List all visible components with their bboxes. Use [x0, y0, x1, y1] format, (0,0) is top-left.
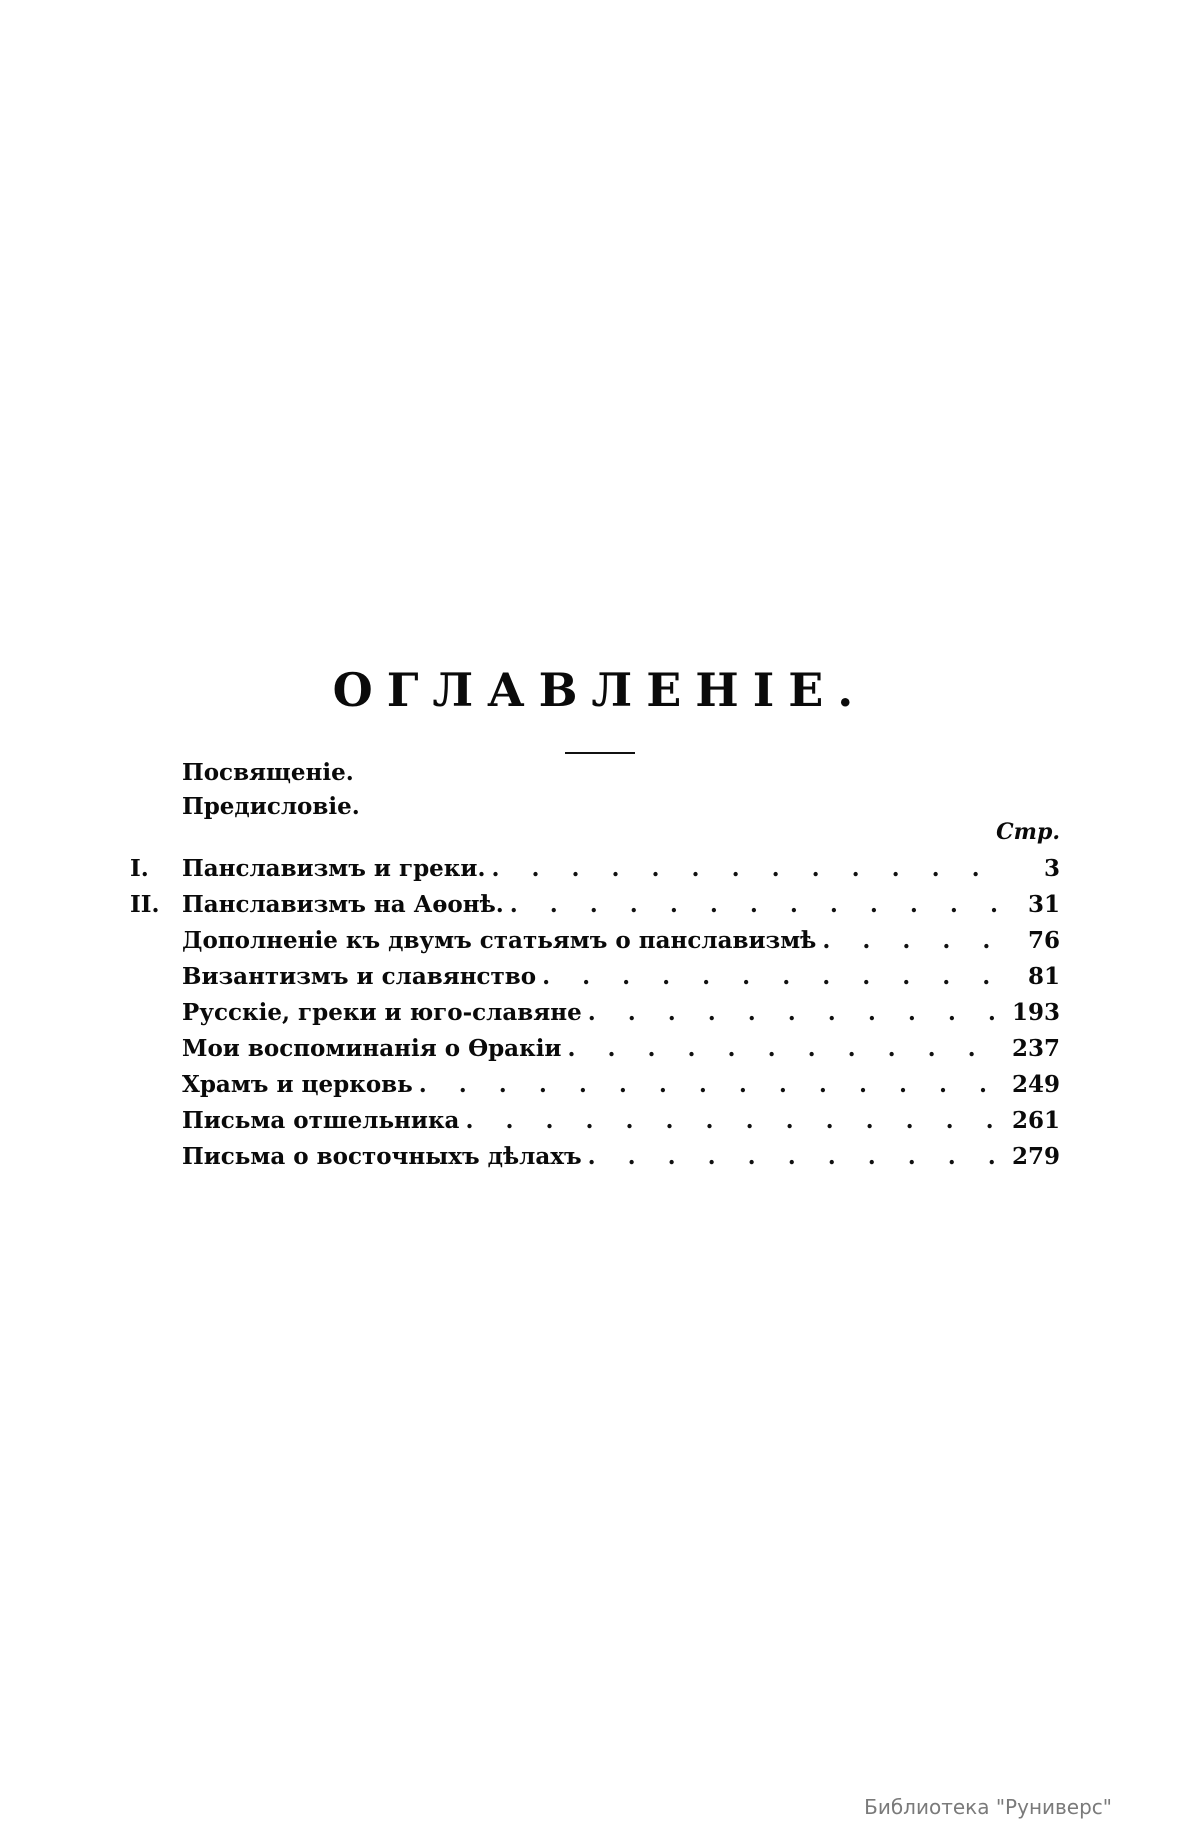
toc-entry [130, 887, 1060, 923]
toc-entry-title: Панславизмъ и греки. [182, 855, 486, 882]
toc-entry-page: 81 [1027, 963, 1060, 990]
prelim-dedication: Посвященіе. [182, 759, 354, 786]
toc-entry [130, 1103, 1060, 1139]
toc-entry [130, 923, 1060, 959]
dot-leader [465, 1103, 1006, 1139]
toc-entry [130, 1031, 1060, 1067]
page-column-label: Стр. [996, 819, 1060, 845]
toc-entry [130, 1067, 1060, 1103]
toc-entry-page: 261 [1011, 1107, 1060, 1134]
toc-entry [130, 851, 1060, 887]
dot-leader [419, 1067, 1006, 1103]
toc-entry-title: Храмъ и церковь [182, 1071, 413, 1098]
toc-entry-number: II. [130, 891, 160, 918]
toc-entry-page: 3 [1043, 855, 1060, 882]
toc-entry-page: 249 [1011, 1071, 1060, 1098]
toc-entry-page: 237 [1011, 1035, 1060, 1062]
toc-entry-title: Византизмъ и славянство [182, 963, 537, 990]
dot-leader [568, 1031, 1007, 1067]
toc-entry-title: Письма отшельника [182, 1107, 460, 1134]
toc-entry-title: Письма о восточныхъ дѣлахъ [182, 1143, 582, 1170]
toc-entry-number: I. [130, 855, 149, 882]
dot-leader [542, 959, 1006, 995]
toc-entry [130, 959, 1060, 995]
dot-leader [510, 887, 1006, 923]
page-title: ОГЛАВЛЕНІЕ. [332, 663, 868, 717]
toc-entry-title: Мои воспоминанія о Ѳракіи [182, 1035, 562, 1062]
library-watermark: Библиотека "Руниверс" [864, 1795, 1112, 1819]
prelim-preface: Предисловіе. [182, 793, 360, 820]
toc-entry-page: 279 [1011, 1143, 1060, 1170]
toc-list [130, 851, 1060, 1175]
toc-entry-title: Русскіе, греки и юго-славяне [182, 999, 582, 1026]
toc-entry [130, 1139, 1060, 1175]
dot-leader [588, 1139, 1006, 1175]
dot-leader [588, 995, 1006, 1031]
dot-leader [491, 851, 1006, 887]
dot-leader [822, 923, 1006, 959]
title-divider [565, 752, 635, 754]
toc-entry-page: 76 [1027, 927, 1060, 954]
toc-entry-title: Панславизмъ на Аѳонѣ. [182, 891, 504, 918]
toc-entry [130, 995, 1060, 1031]
toc-entry-title: Дополненіе къ двумъ статьямъ о панславизмѣ [182, 927, 817, 954]
toc-entry-page: 193 [1011, 999, 1060, 1026]
toc-entry-page: 31 [1027, 891, 1060, 918]
